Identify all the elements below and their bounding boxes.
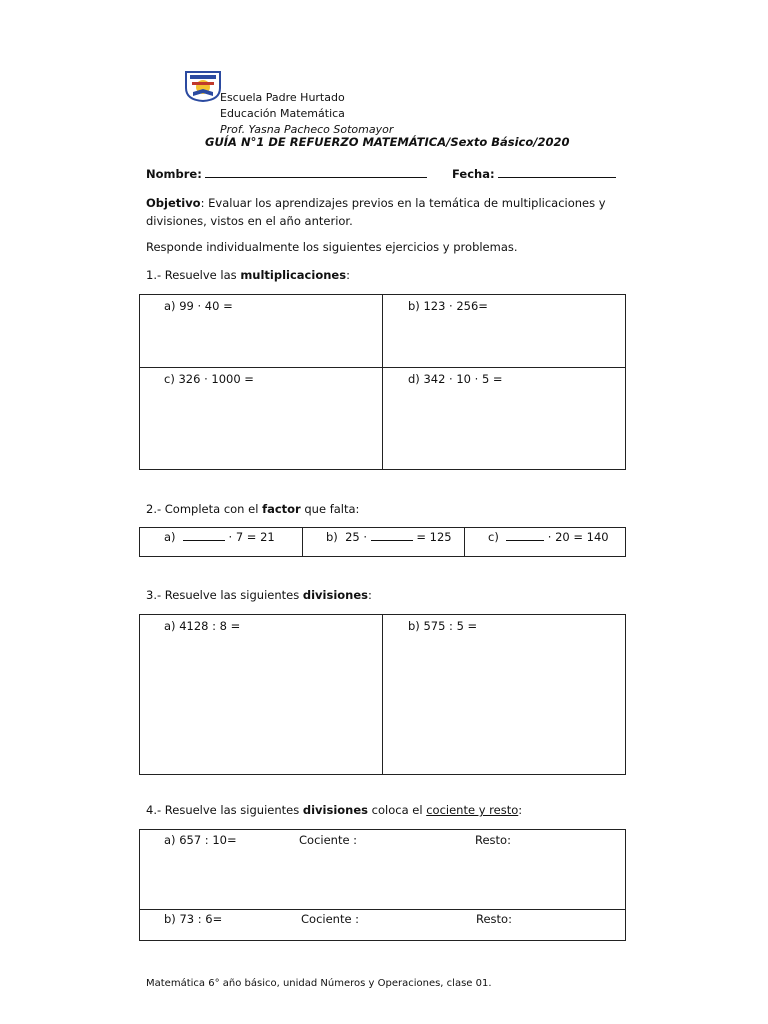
- section1-suffix: :: [346, 268, 350, 282]
- school-name: Escuela Padre Hurtado: [220, 91, 345, 104]
- page-footer: Matemática 6° año básico, unidad Números y Operaciones, clase 01.: [146, 978, 492, 989]
- s2-blank-c[interactable]: [506, 529, 544, 541]
- s2-item-c: c) · 20 = 140: [488, 530, 609, 544]
- instruction: Responde individualmente los siguientes ejercicios y problemas.: [146, 240, 518, 254]
- section1-table: [139, 294, 626, 470]
- s2-item-b: b) 25 · = 125: [326, 530, 452, 544]
- section4-heading: [146, 803, 522, 817]
- section4-middle: coloca el: [368, 803, 427, 817]
- section4-prefix: 4.- Resuelve las siguientes: [146, 803, 303, 817]
- objective-label: Objetivo: [146, 196, 201, 210]
- section1-prefix: 1.- Resuelve las: [146, 268, 241, 282]
- section4-table: [139, 829, 626, 941]
- s4-row-b-problem: b) 73 : 6=: [164, 912, 223, 926]
- s4-row-a-problem: a) 657 : 10=: [164, 833, 237, 847]
- s2-blank-b[interactable]: [371, 529, 413, 541]
- section3-bold: divisiones: [302, 588, 369, 602]
- s4-row-a-quotient: Cociente :: [299, 833, 358, 847]
- department-name: Educación Matemática: [220, 107, 345, 120]
- date-label: Fecha:: [452, 167, 495, 181]
- section1-bold: multiplicaciones: [240, 268, 347, 282]
- section3-table: [139, 614, 626, 775]
- teacher-name: Prof. Yasna Pacheco Sotomayor: [220, 123, 394, 136]
- s2-blank-a[interactable]: [183, 529, 225, 541]
- section3-prefix: 3.- Resuelve las siguientes: [146, 588, 303, 602]
- objective-text-2: divisiones, vistos en el año anterior.: [146, 214, 353, 228]
- section4-suffix: :: [518, 803, 523, 817]
- section2-suffix: que falta:: [300, 502, 360, 516]
- name-blank[interactable]: [205, 166, 427, 178]
- guide-title: GUÍA N°1 DE REFUERZO MATEMÁTICA/Sexto Básico/2020: [205, 135, 570, 149]
- objective-text-1: : Evaluar los aprendizajes previos en la temática de multiplicaciones y: [200, 196, 606, 210]
- s1-item-b: b) 123 · 256=: [408, 299, 488, 313]
- s1-item-d: d) 342 · 10 · 5 =: [408, 372, 503, 386]
- section1-heading: [146, 268, 350, 282]
- section2-table: [139, 527, 626, 557]
- section2-bold: factor: [262, 502, 301, 516]
- s1-item-a: a) 99 · 40 =: [164, 299, 233, 313]
- date-row: [452, 166, 616, 181]
- school-logo-icon: [184, 70, 222, 102]
- section3-heading: [146, 588, 372, 602]
- s4-row-b-remainder: Resto:: [476, 912, 512, 926]
- section3-suffix: :: [368, 588, 372, 602]
- date-blank[interactable]: [498, 166, 616, 178]
- s2-item-a: a) · 7 = 21: [164, 530, 275, 544]
- s4-row-a-remainder: Resto:: [475, 833, 511, 847]
- s4-row-b-quotient: Cociente :: [301, 912, 360, 926]
- section2-heading: [146, 502, 359, 516]
- section2-prefix: 2.- Completa con el: [146, 502, 263, 516]
- s3-item-b: b) 575 : 5 =: [408, 619, 478, 633]
- section4-underlined: cociente y resto: [426, 803, 519, 817]
- school-header: [220, 90, 393, 138]
- section4-bold: divisiones: [302, 803, 369, 817]
- name-row: [146, 166, 427, 181]
- name-label: Nombre:: [146, 167, 202, 181]
- s3-item-a: a) 4128 : 8 =: [164, 619, 241, 633]
- objective: [146, 194, 606, 230]
- s1-item-c: c) 326 · 1000 =: [164, 372, 254, 386]
